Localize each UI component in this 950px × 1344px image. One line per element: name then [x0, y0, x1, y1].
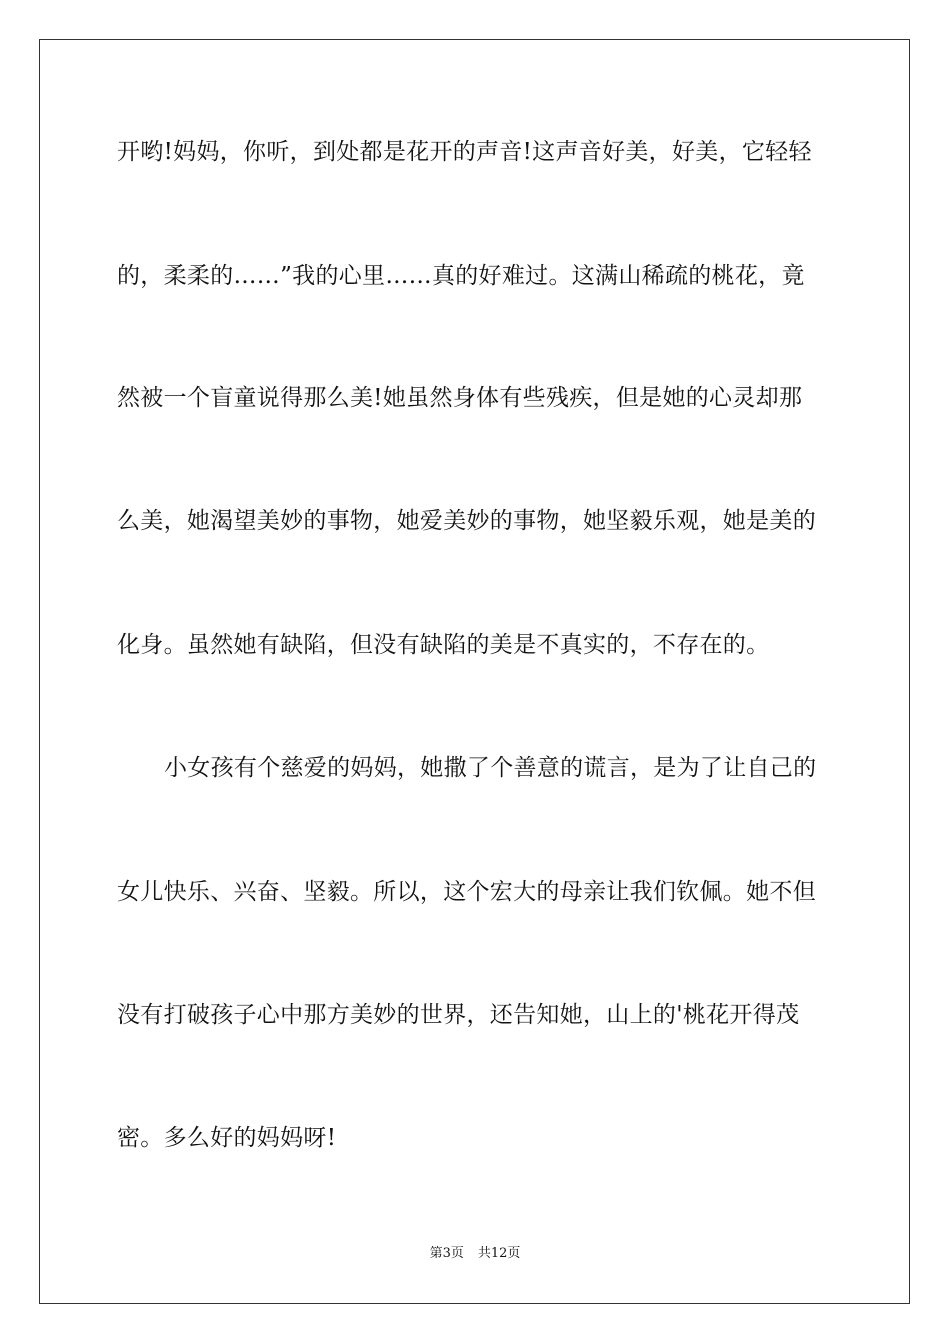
- body-line-9: 密。多么好的妈妈呀!: [117, 1125, 337, 1151]
- body-line-2: 的，柔柔的……”我的心里……真的好难过。这满山稀疏的桃花，竟: [117, 263, 805, 289]
- page-border: [39, 39, 910, 1304]
- page-number: 第3页: [429, 1246, 464, 1261]
- body-line-6: 小女孩有个慈爱的妈妈，她撒了个善意的谎言，是为了让自己的: [164, 755, 817, 781]
- body-line-8: 没有打破孩子心中那方美妙的世界，还告知她，山上的'桃花开得茂: [117, 1002, 800, 1028]
- page-footer: [0, 1246, 950, 1262]
- body-line-5: 化身。虽然她有缺陷，但没有缺陷的美是不真实的，不存在的。: [117, 632, 770, 658]
- body-line-1: 开哟!妈妈，你听，到处都是花开的声音!这声音好美，好美，它轻轻: [117, 139, 812, 165]
- body-line-3: 然被一个盲童说得那么美!她虽然身体有些残疾，但是她的心灵却那: [117, 385, 803, 411]
- total-pages: 共12页: [477, 1246, 521, 1261]
- body-line-7: 女儿快乐、兴奋、坚毅。所以，这个宏大的母亲让我们钦佩。她不但: [117, 879, 816, 905]
- body-line-4: 么美，她渴望美妙的事物，她爱美妙的事物，她坚毅乐观，她是美的: [117, 508, 816, 534]
